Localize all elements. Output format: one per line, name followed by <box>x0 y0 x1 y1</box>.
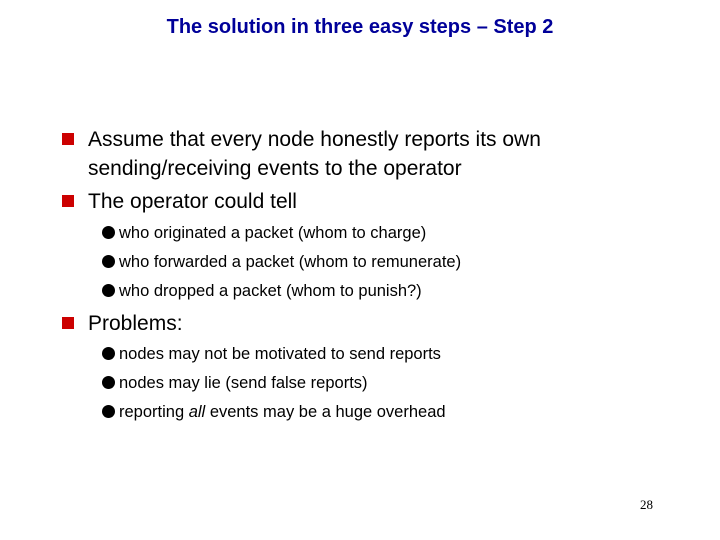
sub-bullet-text: nodes may not be motivated to send reports <box>119 345 441 363</box>
round-bullet-icon <box>102 284 115 297</box>
square-bullet-icon <box>62 195 74 207</box>
slide-title: The solution in three easy steps – Step 2 <box>166 16 554 38</box>
sub-bullet-text-end: events may be a huge overhead <box>205 403 446 421</box>
sub-bullet-originated <box>102 222 426 244</box>
sub-bullet-text: who dropped a packet (whom to punish?) <box>119 282 422 300</box>
bullet-problems-text: Problems: <box>88 312 183 335</box>
bullet-operator-text: The operator could tell <box>88 190 297 213</box>
sub-bullet-text-start: reporting <box>119 403 189 421</box>
sub-bullet-may-lie <box>102 372 368 394</box>
square-bullet-icon <box>62 133 74 145</box>
bullet-assume-line-2: sending/receiving events to the operator <box>88 157 462 180</box>
sub-bullet-text: nodes may lie (send false reports) <box>119 374 368 392</box>
sub-bullet-overhead <box>102 401 446 423</box>
sub-bullet-text: who originated a packet (whom to charge) <box>119 224 427 242</box>
page-number: 28 <box>640 497 653 512</box>
sub-bullet-dropped <box>102 280 422 302</box>
round-bullet-icon <box>102 226 115 239</box>
emphasis-all: all <box>188 403 206 421</box>
sub-bullet-forwarded <box>102 251 461 273</box>
sub-bullet-text: who forwarded a packet (whom to remunerate) <box>119 253 462 271</box>
bullet-assume-line-1: Assume that every node honestly reports its own <box>88 128 541 151</box>
round-bullet-icon <box>102 376 115 389</box>
square-bullet-icon <box>62 317 74 329</box>
round-bullet-icon <box>102 347 115 360</box>
sub-bullet-not-motivated <box>102 343 441 365</box>
round-bullet-icon <box>102 405 115 418</box>
round-bullet-icon <box>102 255 115 268</box>
